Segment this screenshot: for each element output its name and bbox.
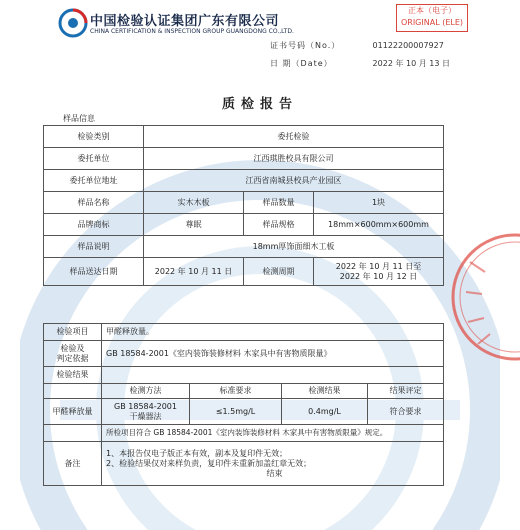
spec-label: 样品规格: [244, 214, 314, 236]
date-value: 2022 年 10 月 13 日: [372, 59, 450, 68]
section-title-sample-info: 样品信息: [63, 114, 95, 123]
result-label: 检验结果: [44, 367, 102, 384]
client-label: 委托单位: [44, 148, 144, 170]
row-method-line2: 干燥器法: [129, 411, 162, 421]
report-header: [0, 0, 520, 70]
cert-no-value: 01122200007927: [372, 41, 444, 50]
test-period-value: [314, 258, 444, 286]
original-stamp-line1: 正本（电子）: [408, 6, 456, 15]
original-stamp: [396, 4, 468, 32]
date-row: [270, 58, 450, 69]
row-name: 甲醛释放量: [44, 399, 102, 425]
col-method: 检测方法: [102, 384, 190, 399]
inspection-type-label: 检验类别: [44, 126, 144, 148]
row-method: [102, 399, 190, 425]
sample-qty-label: 样品数量: [244, 192, 314, 214]
sample-name-value: 实木木板: [144, 192, 244, 214]
basis-label-line2: 判定依据: [56, 353, 89, 363]
col-requirement: 标准要求: [190, 384, 282, 399]
cic-logo-icon: [58, 8, 88, 38]
brand-value: 尊眠: [144, 214, 244, 236]
submit-date-label: 样品送达日期: [44, 258, 144, 286]
row-method-line1: GB 18584-2001: [114, 401, 177, 411]
remarks-label: 备注: [44, 442, 102, 486]
brand-label: 品牌商标: [44, 214, 144, 236]
cert-no-row: [270, 40, 444, 51]
submit-date-value: 2022 年 10 月 11 日: [144, 258, 244, 286]
spec-value: 18mm×600mm×600mm: [314, 214, 444, 236]
inspection-type-value: 委托检验: [144, 126, 444, 148]
description-value: 18mm厚饰面细木工板: [144, 236, 444, 258]
col-result: 检测结果: [282, 384, 368, 399]
sample-qty-value: 1块: [314, 192, 444, 214]
row-result: 0.4mg/L: [282, 399, 368, 425]
date-label: 日 期（Date）: [270, 59, 333, 68]
inspection-table: [43, 323, 444, 486]
row-requirement: ≤1.5mg/L: [190, 399, 282, 425]
report-title: 质检报告: [221, 97, 298, 112]
item-label: 检验项目: [44, 324, 102, 341]
test-period-value-line1: 2022 年 10 月 11 日至: [335, 261, 422, 271]
original-stamp-line2: ORIGINAL (ELE): [400, 18, 464, 27]
conclusion-spacer: [44, 425, 102, 442]
blank-header-cell: [44, 384, 102, 399]
sample-name-label: 样品名称: [44, 192, 144, 214]
cert-no-label: 证书号码（No.）: [270, 41, 341, 50]
client-value: 江西琪胜校具有限公司: [144, 148, 444, 170]
remark-line1: 1、本报告仅电子版正本有效，副本及复印件无效；: [106, 448, 288, 458]
remark-line2: 2、检验结果仅对来样负责，复印件未重新加盖红章无效；: [106, 458, 312, 468]
org-name-cn: 中国检验认证集团广东有限公司: [90, 14, 280, 29]
description-label: 样品说明: [44, 236, 144, 258]
result-spacer: [102, 367, 444, 384]
org-name-en: CHINA CERTIFICATION & INSPECTION GROUP GUANGDONG CO.,LTD.: [90, 28, 294, 35]
col-evaluation: 结果评定: [368, 384, 444, 399]
official-seal-stamp: [440, 222, 520, 372]
remarks: [102, 442, 444, 486]
test-period-label: 检测周期: [244, 258, 314, 286]
basis-label: [44, 341, 102, 367]
test-period-value-line2: 2022 年 10 月 12 日: [339, 271, 418, 281]
basis-value: GB 18584-2001《室内装饰装修材料 木家具中有害物质限量》: [102, 341, 444, 367]
item-value: 甲醛释放量。: [102, 324, 444, 341]
basis-label-line1: 检验及: [60, 343, 85, 353]
client-address-label: 委托单位地址: [44, 170, 144, 192]
conclusion: 所检项目符合 GB 18584-2001《室内装饰装修材料 木家具中有害物质限量》规定。: [102, 425, 444, 442]
remark-end: 结束: [266, 468, 283, 478]
sample-info-table: [43, 125, 444, 286]
client-address-value: 江西省南城县校具产业园区: [144, 170, 444, 192]
row-evaluation: 符合要求: [368, 399, 444, 425]
